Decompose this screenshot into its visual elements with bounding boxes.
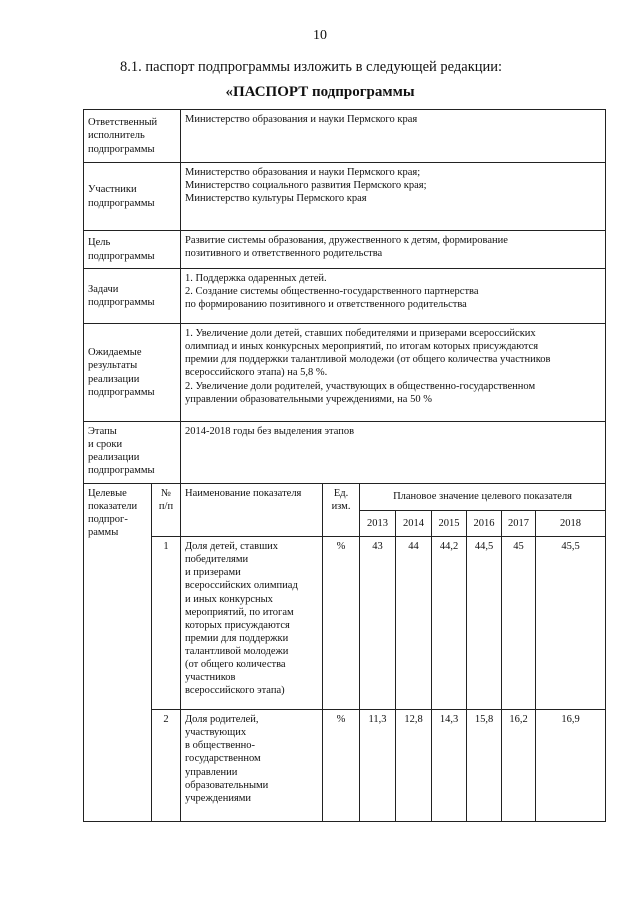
row-tasks <box>84 269 606 324</box>
year-header: 2015 <box>432 511 467 537</box>
row-label: Участники подпрограммы <box>84 163 181 231</box>
table-row <box>84 537 606 710</box>
row-responsible <box>84 110 606 163</box>
indicator-value: 45,5 <box>536 537 606 710</box>
year-header: 2018 <box>536 511 606 537</box>
indicator-name: Доля детей, ставших победителями и призерами всероссийских олимпиад и иных конкурсных мероприятий, по итогам которых присуждаются премии для поддержки талантливой молодежи (от общего количества участников всероссийского этапа) <box>181 537 323 710</box>
indicator-value: 45 <box>502 537 536 710</box>
passport-table <box>83 109 606 822</box>
table-row <box>84 710 606 822</box>
row-value: Развитие системы образования, дружественного к детям, формирование позитивного и ответственного родительства <box>181 231 606 269</box>
indicator-value: 16,2 <box>502 710 536 822</box>
row-stages <box>84 422 606 484</box>
indicator-number: 1 <box>152 537 181 710</box>
indicator-value: 44 <box>396 537 432 710</box>
row-value: Министерство образования и науки Пермского края; Министерство социального развития Пермского края; Министерство культуры Пермского края <box>181 163 606 231</box>
indicator-value: 11,3 <box>360 710 396 822</box>
row-label: Ожидаемые результаты реализации подпрограммы <box>84 324 181 422</box>
indicator-value: 14,3 <box>432 710 467 822</box>
year-header: 2014 <box>396 511 432 537</box>
indicator-value: 44,2 <box>432 537 467 710</box>
indicator-value: 16,9 <box>536 710 606 822</box>
indicator-value: 15,8 <box>467 710 502 822</box>
row-value: 1. Поддержка одаренных детей. 2. Создание системы общественно-государственного партнерства по формированию позитивного и ответственного родительства <box>181 269 606 324</box>
row-value: 2014-2018 годы без выделения этапов <box>181 422 606 484</box>
row-label: Задачи подпрограммы <box>84 269 181 324</box>
column-header-name: Наименование показателя <box>181 484 323 537</box>
column-header-number: № п/п <box>152 484 181 537</box>
row-participants <box>84 163 606 231</box>
indicator-number: 2 <box>152 710 181 822</box>
indicator-unit: % <box>323 537 360 710</box>
row-label: Ответственный исполнитель подпрограммы <box>84 110 181 163</box>
row-label: Цель подпрограммы <box>84 231 181 269</box>
row-goal <box>84 231 606 269</box>
year-header: 2013 <box>360 511 396 537</box>
page-number: 10 <box>313 28 327 43</box>
intro-text: 8.1. паспорт подпрограммы изложить в следующей редакции: <box>120 59 503 75</box>
indicator-value: 44,5 <box>467 537 502 710</box>
indicator-unit: % <box>323 710 360 822</box>
year-header: 2016 <box>467 511 502 537</box>
page-title: «ПАСПОРТ подпрограммы <box>225 84 415 100</box>
indicator-value: 43 <box>360 537 396 710</box>
indicator-value: 12,8 <box>396 710 432 822</box>
column-header-unit: Ед. изм. <box>323 484 360 537</box>
row-results <box>84 324 606 422</box>
column-header-plan: Плановое значение целевого показателя <box>360 484 606 511</box>
row-value: 1. Увеличение доли детей, ставших победителями и призерами всероссийских олимпиад и иных конкурсных мероприятий, по итогам которых присуждаются премии для поддержки талантливой молодежи (от общего количества участников всероссийского этапа) на 5,8 %. 2. Увеличение доли родителей, участвующих в общественно-государственном управлении образовательными учреждениями, на 50 % <box>181 324 606 422</box>
row-value: Министерство образования и науки Пермского края <box>181 110 606 163</box>
indicator-name: Доля родителей, участвующих в общественно- государственном управлении образовательными учреждениями <box>181 710 323 822</box>
year-header: 2017 <box>502 511 536 537</box>
targets-header-row <box>84 484 606 511</box>
targets-label: Целевые показатели подпрог- раммы <box>84 484 152 822</box>
row-label: Этапы и сроки реализации подпрограммы <box>84 422 181 484</box>
